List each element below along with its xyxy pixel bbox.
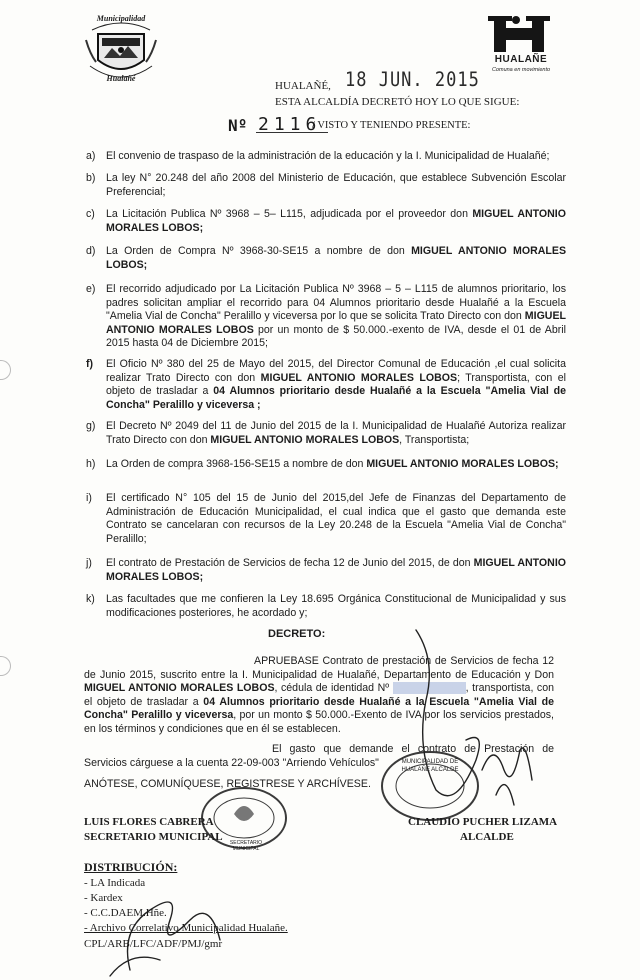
text-run: MIGUEL ANTONIO MORALES LOBOS [106,310,566,336]
text-run: El Oficio Nº 380 del 25 de Mayo del 2015, del Director Comunal de Educación ,el cual solicita realizar Trato Directo con don [106,358,566,384]
item-text [106,593,566,620]
item-label: e) [86,283,96,295]
mayor-signature [396,620,546,820]
secretary-title: SECRETARIO MUNICIPAL [84,831,223,843]
logo-tagline: Comuna en movimiento [491,67,551,73]
item-text [106,458,566,472]
item-text [106,358,566,412]
item-c [86,208,566,235]
header-line2: ESTA ALCALDÍA DECRETÓ HOY LO QUE SIGUE: [275,96,520,108]
list-item: - LA Indicada [84,877,146,889]
item-label: i) [86,492,92,504]
item-j [86,557,566,584]
text-run: El convenio de traspaso de la administración de la educación y la I. Municipalidad de Hualañé; [106,150,550,162]
text-run: El contrato de Prestación de Servicios de fecha 12 de Junio del 2015, de don [106,557,474,569]
decreto-heading: DECRETO: [268,628,326,640]
item-label: j) [86,557,92,569]
item-label: g) [86,420,96,432]
item-text [106,557,566,584]
hualane-logo [486,12,556,82]
item-e [86,283,566,351]
stamp-text-left: SECRETARIO MUNICIPAL [229,840,263,852]
number-underline [256,132,328,133]
text-run: MIGUEL ANTONIO MORALES LOBOS; [366,458,559,470]
item-k [86,593,566,620]
item-text [106,283,566,351]
text-run: La Orden de compra 3968-156-SE15 a nombre de don [106,458,367,470]
text-run: La Licitación Publica Nº 3968 – 5– L115, adjudicada por el proveedor don [106,208,473,220]
logo-name: HUALAÑE [494,54,548,65]
text-run: , cédula de identidad Nº [274,682,393,695]
item-f [86,358,566,412]
mayor-title: ALCALDE [460,831,514,843]
text-run: La Orden de Compra Nº 3968-30-SE15 a nombre de don [106,245,412,257]
decree-number: 2116 [258,114,322,135]
text-run: El certificado N° 105 del 15 de Junio del 2015,del Jefe de Finanzas del Departamento de Administración de Educación Municipalidad, el cual indica que el gasto que demanda este Contrato se cancelaran con recursos de la Ley 20.248 de la Escuela "Amelia Vial de Concha" Peralillo; [106,492,566,545]
h-logo-icon [486,12,556,54]
text-run: La ley N° 20.248 del año 2008 del Ministerio de Educación, que establece Subvención Escolar Preferencial; [106,172,566,198]
text-run: , Transportista; [399,433,470,446]
text-run: MIGUEL ANTONIO MORALES LOBOS [260,371,458,384]
punch-mark [0,656,11,676]
distribution-list [84,876,288,936]
item-text [106,150,566,164]
text-run: , por un monto $ 50.000.-Exento de IVA por los servicios prestados, en los términos y condiciones que en él se establecen. [84,709,554,735]
item-text [106,172,566,199]
item-label: d) [86,245,96,257]
item-label: h) [86,458,96,470]
text-run: Las facultades que me confieren la Ley 18.695 Orgánica Constitucional de Municipalidad y sus modificaciones posteriores, he acordado y; [106,593,566,619]
item-text [106,492,566,546]
text-run: El Decreto Nº 2049 del 11 de Junio del 2015 de la I. Municipalidad de Hualañé Autoriza realizar Trato Directo con don [106,420,566,446]
text-run: , transportista, con el objeto de trasladar a [84,682,554,708]
item-i [86,492,566,546]
distribution-heading: DISTRIBUCIÓN: [84,860,178,874]
item-label: c) [86,208,95,220]
municipal-crest [80,14,162,88]
text-run: El recorrido adjudicado por La Licitación Publica Nº 3968 – 5 – L115 de alumnos prioritario, los padres solicitan ampliar el recorrido para 04 Alumnos prioritario desde Hualañé a la Escuela "Amelia Vial de Concha" Peralillo y viceversa por lo que se solicita Trato Directo con don [106,283,566,323]
punch-mark [0,360,11,380]
header-place: HUALAÑÉ, [275,80,331,92]
secretary-name: LUIS FLORES CABRERA [84,816,214,828]
closing-line: ANÓTESE, COMUNÍQUESE, REGISTRESE Y ARCHÍVESE. [84,778,371,790]
text-run: MIGUEL ANTONIO MORALES LOBOS; [106,245,567,271]
text-run: 04 Alumnos prioritario desde Hualañé a la Escuela "Amelia Vial de Concha" Peralillo y viceversa ; [106,385,566,411]
crest-top-text: Municipalidad [96,14,146,23]
item-b [86,172,566,199]
item-label: f) [86,358,94,370]
stamp-text-right: MUNICIPALIDAD DE HUALAÑE ALCALDE [401,759,459,773]
redacted-id: XX.XXX.XXX-X [392,682,466,695]
item-h [86,458,566,472]
item-g [86,420,566,447]
item-label: k) [86,593,95,605]
crest-bottom-text: Hualañé [106,74,136,83]
initials-line: CPL/ARB/LFC/ADF/PMJ/gmr [84,938,223,950]
item-text [106,208,566,235]
text-run: por un monto de $ 50.000.-exento de IVA, desde el 01 de Abril 2015 hasta 04 de Diciembre 2015; [106,323,566,350]
text-run: 04 Alumnos prioritario desde Hualañé a la Escuela "Amelia Vial de Concha" Peralillo y viceversa [84,695,554,722]
item-label: a) [86,150,96,162]
text-run: MIGUEL ANTONIO MORALES LOBOS [84,682,275,695]
text-run: ; Transportista, con el objeto de trasladar a [106,371,566,398]
decreto-paragraph-2: El gasto que demande el contrato de Prestación de Servicios cárguese a la cuenta 22-09-003 "Arriendo Vehículos" [84,743,554,769]
list-item: - Kardex [84,892,123,904]
item-text [106,245,566,272]
text-run: MIGUEL ANTONIO MORALES LOBOS [210,433,400,446]
mayor-name: CLAUDIO PUCHER LIZAMA [408,816,558,828]
list-item: - C.C.DAEM.Hñe. [84,907,167,919]
text-run: MIGUEL ANTONIO MORALES LOBOS; [106,557,566,583]
visto-label: / VISTO Y TENIENDO PRESENTE: [312,120,471,131]
item-label: b) [86,172,96,184]
text-run: MIGUEL ANTONIO MORALES LOBOS; [106,208,566,234]
list-item: - Archivo Correlativo Municipalidad Hualañe. [84,922,288,934]
date-stamp: 18 JUN. 2015 [345,68,480,92]
item-text [106,420,566,447]
text-run: APRUEBASE Contrato de prestación de Servicios de fecha 12 de Junio 2015, suscrito entre la I. Municipalidad de Hualañé, Departamento de Educación y Don [84,655,554,681]
item-d [86,245,566,272]
item-a [86,150,566,164]
number-prefix: Nº [228,116,248,135]
